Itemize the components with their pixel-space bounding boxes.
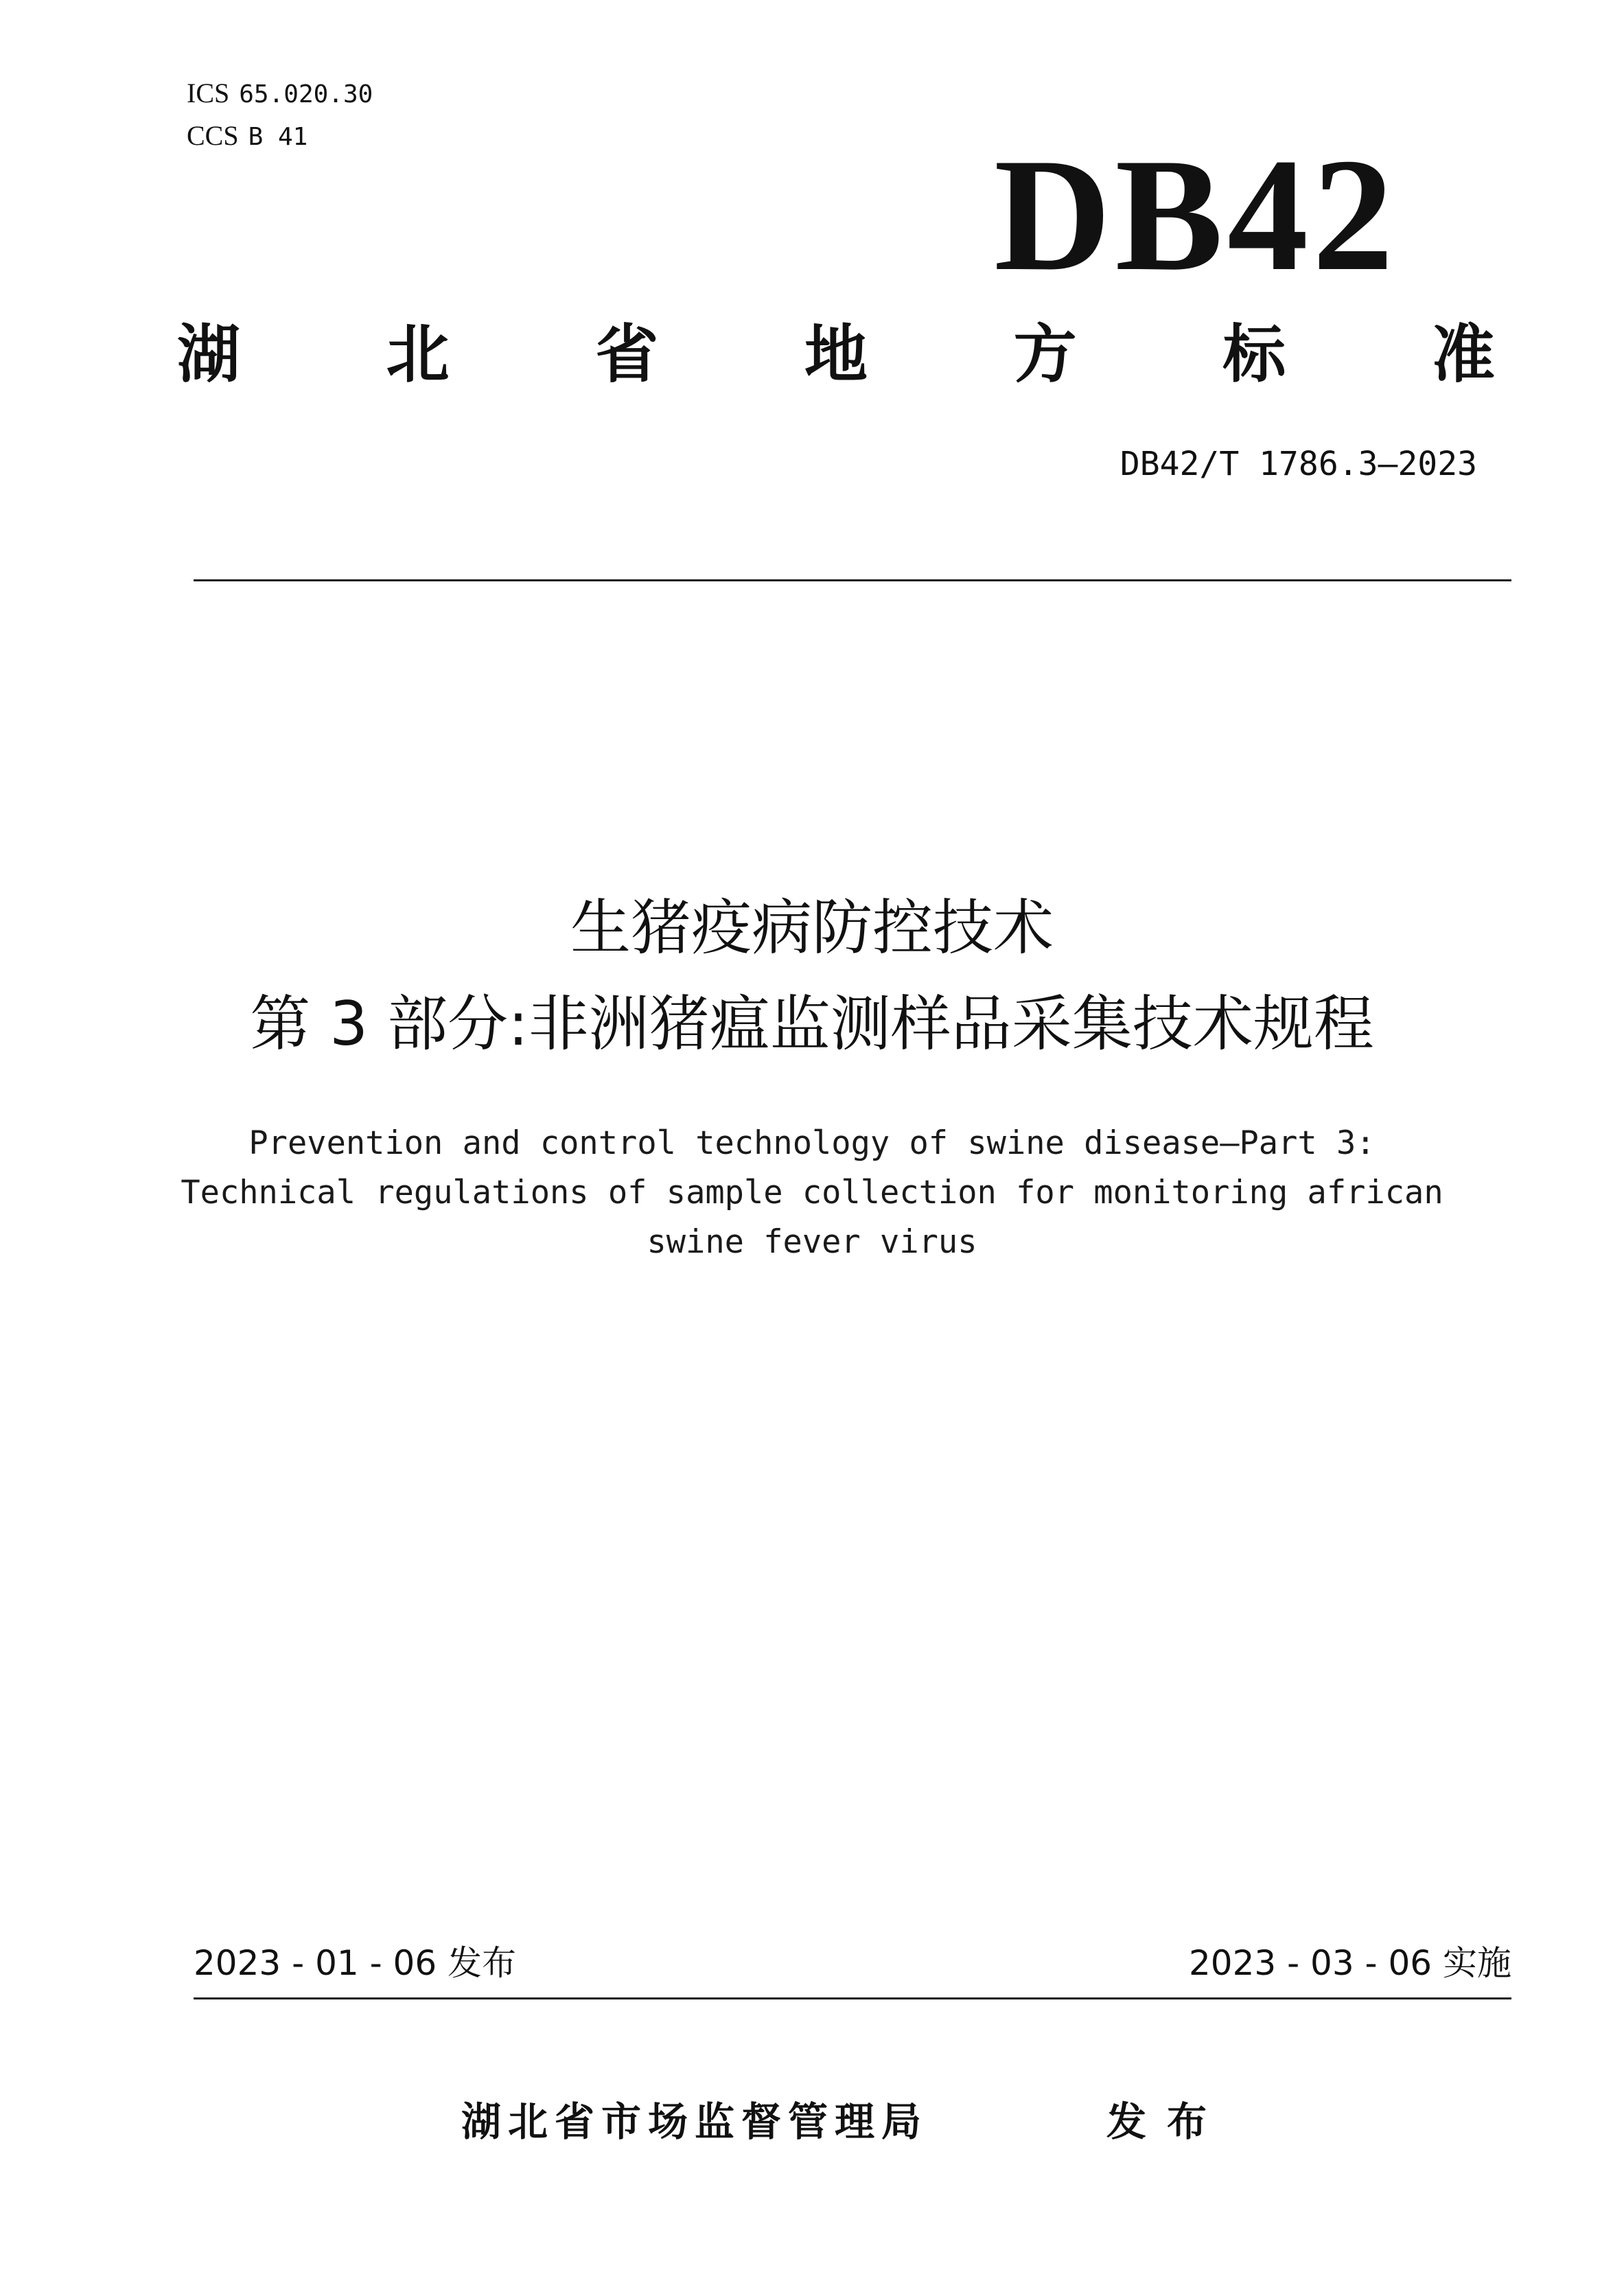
chinese-title-line-2: 第 3 部分:非洲猪瘟监测样品采集技术规程 <box>250 988 1374 1059</box>
standard-type-char: 标 <box>1222 318 1286 391</box>
english-title-line-1: Prevention and control technology of swine disease—Part 3: <box>248 1124 1376 1162</box>
standard-type-char: 准 <box>1431 318 1495 391</box>
standard-type-char: 方 <box>1013 318 1077 391</box>
english-title <box>137 1119 1487 1267</box>
ics-classification <box>187 77 373 111</box>
ics-code: 65.020.30 <box>239 80 373 108</box>
english-title-line-2: Technical regulations of sample collection for monitoring african <box>181 1174 1443 1211</box>
standard-type-char: 地 <box>804 318 868 391</box>
standard-number: DB42/T 1786.3—2023 <box>1120 445 1477 483</box>
issue-date: 2023 - 01 - 06 发布 <box>194 1943 517 1983</box>
ccs-label: CCS <box>187 120 239 151</box>
standard-type-char: 省 <box>595 318 659 391</box>
db42-logo: DB42 <box>994 126 1397 305</box>
ccs-classification <box>187 119 308 154</box>
footer-divider <box>194 1997 1511 1999</box>
header-divider <box>194 579 1511 581</box>
publisher-name: 湖北省市场监督管理局 <box>461 2098 929 2145</box>
ics-label: ICS <box>187 78 230 108</box>
implementation-date: 2023 - 03 - 06 实施 <box>1188 1943 1511 1983</box>
standard-type-char: 北 <box>386 318 450 391</box>
standard-type-heading <box>177 317 1495 393</box>
publish-label: 发布 <box>1106 2098 1228 2145</box>
ccs-code: B 41 <box>248 123 308 151</box>
english-title-line-3: swine fever virus <box>647 1223 977 1261</box>
standard-type-char: 湖 <box>177 318 241 391</box>
chinese-title-line-1: 生猪疫病防控技术 <box>570 892 1054 963</box>
